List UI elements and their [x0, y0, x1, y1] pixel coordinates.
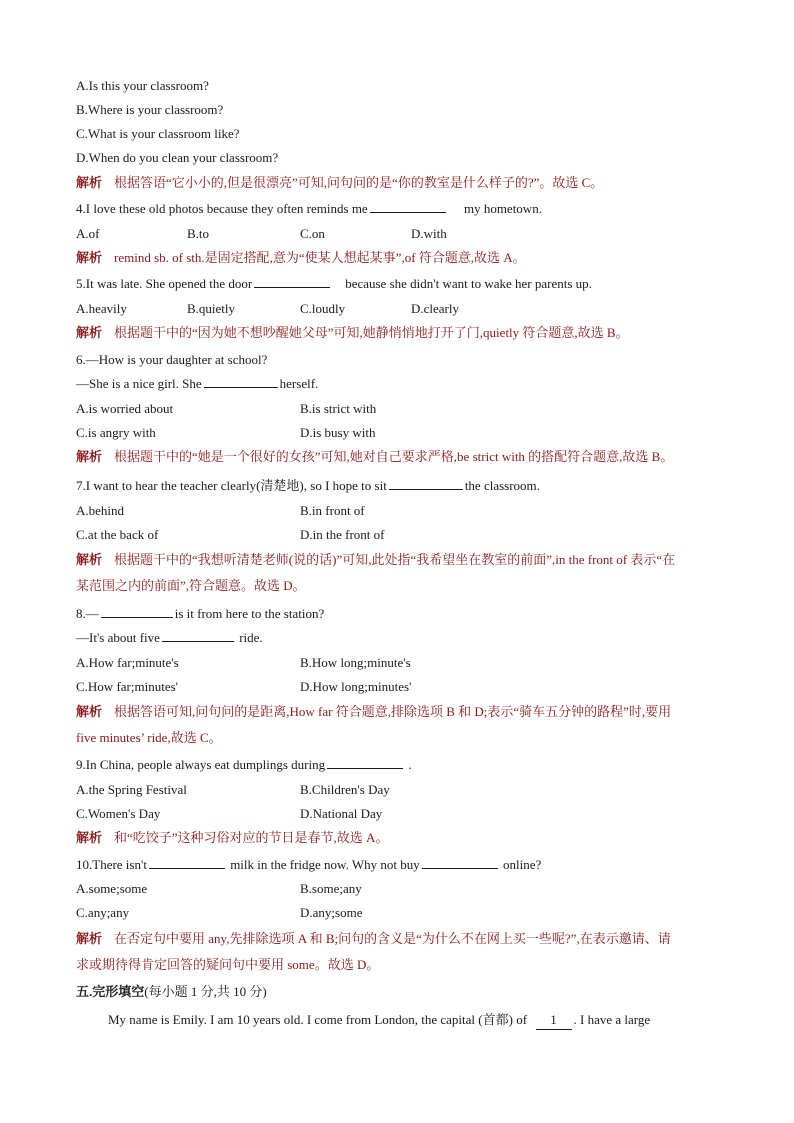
q3-option-d: D.When do you clean your classroom?: [76, 150, 279, 165]
q4-option-d: D.with: [411, 226, 447, 241]
q6-explanation: [76, 448, 673, 466]
q8-stem2-tail: ride.: [239, 630, 263, 645]
q8-stem-tail: is it from here to the station?: [174, 606, 325, 621]
q6-option-a: A.is worried about: [76, 401, 174, 416]
answer-blank: [422, 856, 498, 869]
q8-explanation: [76, 703, 671, 721]
q10-option-d: D.any;some: [300, 905, 363, 920]
q5-explanation-text: 根据题干中的“因为她不想吵醒她父母”可知,她静悄悄地打开了门,quietly 符合题意,故选 B。: [114, 325, 629, 340]
q9-stem: [76, 756, 412, 774]
q7-option-b: B.in front of: [300, 503, 365, 518]
q6-stem-text: —She is a nice girl. She: [76, 376, 202, 391]
q10-option-a: A.some;some: [76, 881, 148, 896]
q8-option-b: B.How long;minute's: [300, 655, 411, 670]
q4-explanation-text: remind sb. of sth.是固定搭配,意为“使某人想起某事”,of 符合题意,故选 A。: [114, 250, 526, 265]
q5-option-c: C.loudly: [300, 301, 346, 316]
explanation-label: 解析: [76, 250, 103, 265]
q4-explanation: [76, 249, 526, 267]
q3-option-c: C.What is your classroom like?: [76, 126, 240, 141]
q7-stem-text: 7.I want to hear the teacher clearly(清楚地), so I hope to sit: [76, 478, 387, 493]
q8-stem2-text: —It's about five: [76, 630, 160, 645]
q3-option-a: A.Is this your classroom?: [76, 78, 209, 93]
q3-explanation-text: 根据答语“它小小的,但是很漂亮”可知,问句问的是“你的教室是什么样子的?”。故选 C。: [114, 175, 604, 190]
explanation-label: 解析: [76, 325, 103, 340]
q10-stem-mid: milk in the fridge now. Why not buy: [230, 857, 420, 872]
q8-option-c: C.How far;minutes': [76, 679, 178, 694]
answer-blank: [254, 275, 330, 288]
passage-text: My name is Emily. I am 10 years old. I come from London, the capital (首都) of: [108, 1012, 528, 1027]
q6-option-d: D.is busy with: [300, 425, 376, 440]
q7-option-d: D.in the front of: [300, 527, 385, 542]
q8-stem-text: 8.—: [76, 606, 99, 621]
q4-stem-text: 4.I love these old photos because they often reminds me: [76, 201, 368, 216]
q8-stem-answer: [76, 629, 263, 647]
q8-explanation-cont: five minutes’ ride,故选 C。: [76, 730, 222, 745]
q5-option-d: D.clearly: [411, 301, 460, 316]
q7-explanation-text: 根据题干中的“我想听清楚老师(说的话)”可知,此处指“我希望坐在教室的前面”,in the front of 表示“在: [114, 552, 676, 567]
q9-option-d: D.National Day: [300, 806, 383, 821]
q8-option-d: D.How long;minutes': [300, 679, 412, 694]
q4-option-a: A.of: [76, 226, 100, 241]
explanation-label: 解析: [76, 175, 103, 190]
q9-explanation-text: 和“吃饺子”这种习俗对应的节日是春节,故选 A。: [114, 830, 389, 845]
q10-stem-tail: online?: [503, 857, 542, 872]
q6-stem-tail: herself.: [279, 376, 319, 391]
q3-option-b: B.Where is your classroom?: [76, 102, 224, 117]
q10-option-b: B.some;any: [300, 881, 362, 896]
explanation-label: 解析: [76, 931, 103, 946]
q10-explanation-text: 在否定句中要用 any,先排除选项 A 和 B;问句的含义是“为什么不在网上买一些呢?”,在表示邀请、请: [114, 931, 671, 946]
answer-blank: [101, 605, 173, 618]
explanation-label: 解析: [76, 704, 103, 719]
q9-stem-tail: .: [408, 757, 412, 772]
q9-option-a: A.the Spring Festival: [76, 782, 187, 797]
q7-stem-tail: the classroom.: [464, 478, 540, 493]
q6-stem: 6.—How is your daughter at school?: [76, 352, 268, 367]
q3-explanation: [76, 174, 603, 192]
q4-option-b: B.to: [187, 226, 210, 241]
answer-blank: [389, 477, 463, 490]
explanation-label: 解析: [76, 830, 103, 845]
q5-explanation: [76, 324, 629, 342]
q5-option-a: A.heavily: [76, 301, 127, 316]
q4-option-c: C.on: [300, 226, 325, 241]
q6-option-c: C.is angry with: [76, 425, 156, 440]
answer-blank: [327, 756, 403, 769]
q6-stem-answer: [76, 375, 318, 393]
q10-stem-text: 10.There isn't: [76, 857, 147, 872]
q10-explanation: [76, 930, 671, 948]
answer-blank: [370, 200, 446, 213]
q8-option-a: A.How far;minute's: [76, 655, 179, 670]
cloze-blank-number: 1: [550, 1012, 557, 1027]
section-heading: [76, 983, 267, 1001]
passage-line: [108, 1011, 650, 1030]
q7-explanation: [76, 551, 675, 569]
q5-stem-text: 5.It was late. She opened the door: [76, 276, 253, 291]
q8-stem: [76, 605, 324, 623]
q10-explanation-cont: 求或期待得肯定回答的疑问句中要用 some。故选 D。: [76, 957, 380, 972]
q5-stem: [76, 275, 592, 293]
cloze-blank-1: [536, 1011, 572, 1030]
answer-blank: [204, 375, 278, 388]
q9-explanation: [76, 829, 388, 847]
section-title: 五.完形填空: [76, 984, 145, 999]
q9-option-c: C.Women's Day: [76, 806, 161, 821]
q10-stem: [76, 856, 541, 874]
q5-stem-tail: because she didn't want to wake her parents up.: [345, 276, 592, 291]
answer-blank: [162, 629, 234, 642]
q6-explanation-text: 根据题干中的“她是一个很好的女孩”可知,她对自己要求严格,be strict with 的搭配符合题意,故选 B。: [114, 449, 674, 464]
answer-blank: [149, 856, 225, 869]
q4-stem-tail: my hometown.: [463, 201, 542, 216]
explanation-label: 解析: [76, 449, 103, 464]
section-note: (每小题 1 分,共 10 分): [144, 984, 267, 999]
q7-stem: [76, 477, 540, 495]
q9-stem-text: 9.In China, people always eat dumplings during: [76, 757, 326, 772]
q6-option-b: B.is strict with: [300, 401, 377, 416]
q9-option-b: B.Children's Day: [300, 782, 390, 797]
q5-option-b: B.quietly: [187, 301, 236, 316]
q10-option-c: C.any;any: [76, 905, 130, 920]
q7-explanation-cont: 某范围之内的前面”,符合题意。故选 D。: [76, 578, 306, 593]
q4-stem: [76, 200, 542, 218]
q7-option-c: C.at the back of: [76, 527, 159, 542]
passage-text-tail: . I have a large: [573, 1012, 651, 1027]
explanation-label: 解析: [76, 552, 103, 567]
q7-option-a: A.behind: [76, 503, 125, 518]
q8-explanation-text: 根据答语可知,问句问的是距离,How far 符合题意,排除选项 B 和 D;表示“骑车五分钟的路程”时,要用: [114, 704, 672, 719]
